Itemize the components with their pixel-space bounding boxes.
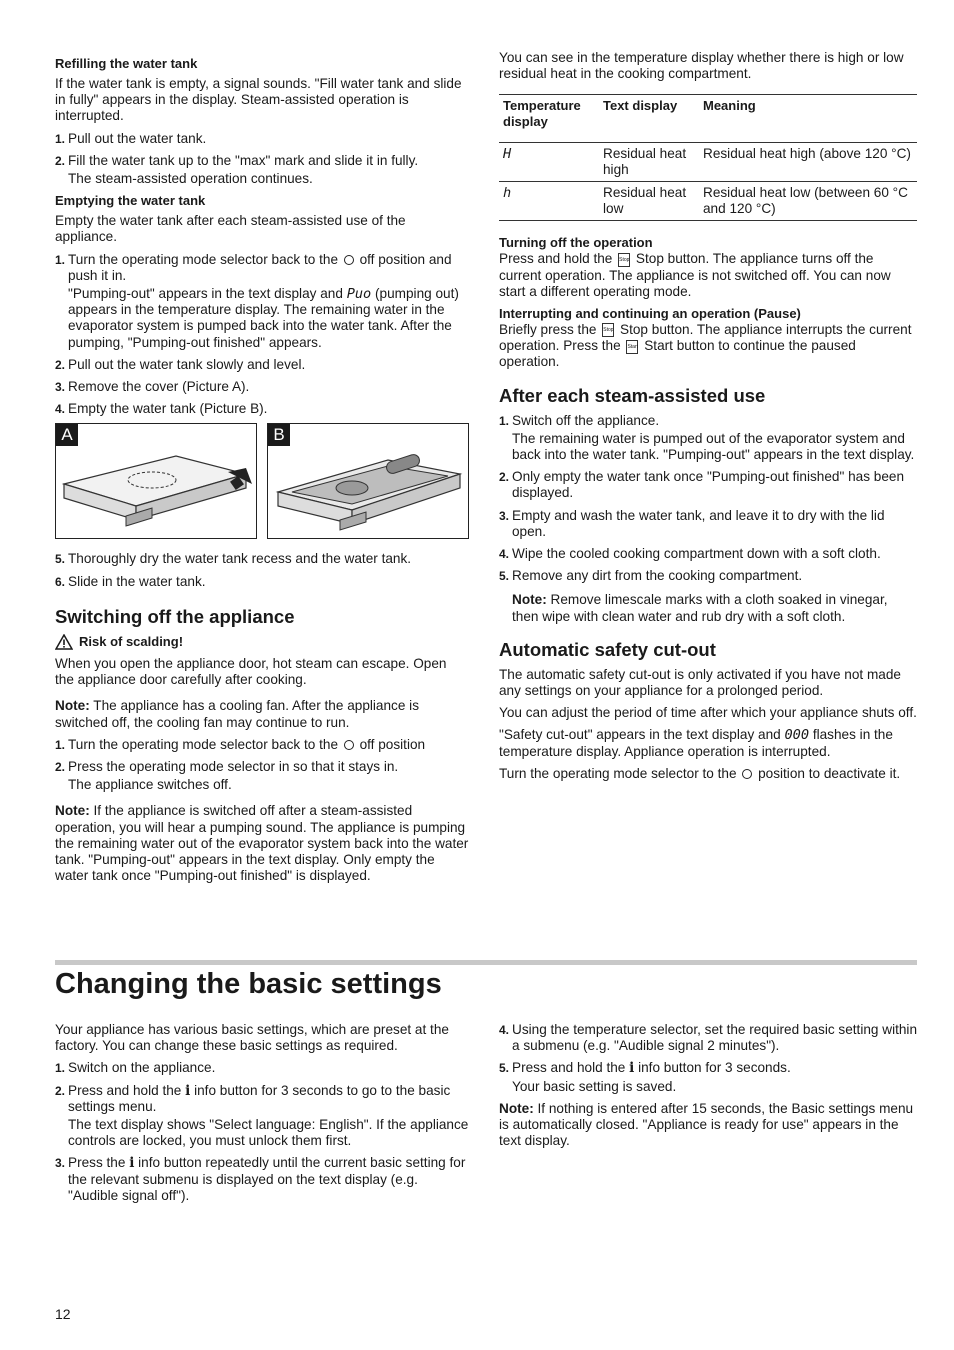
empty-steps — [55, 252, 469, 418]
list-item: 1. Switch off the appliance. The remaining water is pumped out of the evaporator system and back into the water tank. "Pumping-out" appears in the text display. — [499, 412, 915, 463]
switch-off-heading: Switching off the appliance — [55, 605, 295, 627]
list-item: 3. Press the i info button repeatedly until the current basic setting for the relevant submenu is displayed on the text display (e.g. "Audible signal off"). — [55, 1155, 466, 1203]
warning-icon — [55, 634, 73, 650]
list-item: 2. Fill the water tank up to the "max" mark and slide it in fully. The steam-assisted operation continues. — [55, 152, 419, 187]
refill-intro: If the water tank is empty, a signal sounds. "Fill water tank and slide in fully" appears in the display. Steam-assisted operation is interrupted. — [55, 76, 462, 124]
section-divider — [55, 960, 917, 965]
picture-a-label: A — [56, 424, 78, 446]
right-column — [499, 50, 917, 788]
list-item: 5. Thoroughly dry the water tank recess and the water tank. — [55, 551, 412, 567]
safety-heading: Automatic safety cut-out — [499, 638, 716, 660]
table-row: H Residual heat high Residual heat high (above 120 °C) — [499, 143, 917, 182]
temperature-display-glyph: Puo — [346, 286, 372, 303]
after-use-heading: After each steam-assisted use — [499, 384, 766, 406]
list-item: 2. Only empty the water tank once "Pumping-out finished" has been displayed. — [499, 469, 905, 501]
basic-steps — [55, 1060, 469, 1204]
off-position-icon — [344, 740, 354, 750]
switch-off-steps — [55, 737, 469, 794]
stop-key-icon: Stop — [618, 253, 630, 267]
turn-off-heading: Turning off the operation — [499, 235, 653, 251]
residual-heat-table — [499, 94, 917, 221]
note-pumping: Note: If the appliance is switched off after a steam-assisted operation, you will hear a pumping sound. The appliance is pumping the remaining water out of the evaporator system back into the water tank. "Pumping-out" appears in the text display. Only empty the water tank once "Pumping-out finished" is displayed. — [55, 803, 469, 884]
info-icon: i — [629, 1060, 635, 1077]
water-tank-cover-illustration — [56, 424, 258, 538]
off-position-icon — [344, 255, 354, 265]
list-item: 4. Wipe the cooled cooking compartment down with a soft cloth. — [499, 546, 881, 562]
start-key-icon: Start — [626, 340, 638, 354]
safety-p3: "Safety cut-out" appears in the text display and 000 flashes in the temperature display. Appliance operation is interrupted. — [499, 727, 893, 759]
list-item: 4. Using the temperature selector, set the required basic setting within a submenu (e.g. "Audible signal 2 minutes"). — [499, 1022, 918, 1054]
stop-key-icon: Stop — [602, 323, 614, 337]
warning-label: Risk of scalding! — [79, 633, 184, 649]
safety-p1: The automatic safety cut-out is only activated if you have not made any settings on your appliance for a prolonged period. — [499, 666, 901, 699]
basic-note: Note: If nothing is entered after 15 seconds, the Basic settings menu is automatically closed. "Appliance is ready for use" appears in the text display. — [499, 1100, 914, 1149]
off-position-icon — [742, 769, 752, 779]
list-item: 2. Press the operating mode selector in so that it stays in. The appliance switches off. — [55, 759, 399, 793]
safety-p2: You can adjust the period of time after which your appliance shuts off. — [499, 705, 917, 721]
warning — [55, 634, 469, 650]
list-item: 1. Turn the operating mode selector back to the off position — [55, 736, 426, 752]
after-use-steps — [499, 413, 917, 585]
list-item: 5. Remove any dirt from the cooking compartment. — [499, 568, 803, 584]
pause-heading: Interrupting and continuing an operation (Pause) — [499, 306, 801, 322]
section-title: Changing the basic settings — [55, 968, 442, 1000]
note-fan: Note: The appliance has a cooling fan. After the appliance is switched off, the cooling fan may continue to run. — [55, 698, 419, 730]
list-item: 1. Pull out the water tank. — [55, 130, 207, 146]
empty-intro: Empty the water tank after each steam-assisted use of the appliance. — [55, 213, 406, 245]
water-tank-open-illustration — [268, 424, 470, 538]
refill-heading: Refilling the water tank — [55, 56, 198, 71]
empty-steps-continued — [55, 551, 469, 589]
table-header-row: Temperature display Text display Meaning — [499, 95, 917, 143]
list-item: 2. Pull out the water tank slowly and level. — [55, 356, 306, 372]
list-item: 3. Empty and wash the water tank, and leave it to dry with the lid open. — [499, 507, 885, 539]
left-column — [55, 50, 469, 891]
list-item: 5. Press and hold the i info button for 3 seconds. Your basic setting is saved. — [499, 1060, 791, 1094]
list-item: 1. Switch on the appliance. — [55, 1060, 216, 1076]
list-item: 3. Remove the cover (Picture A). — [55, 379, 250, 395]
table-row: h Residual heat low Residual heat low (between 60 °C and 120 °C) — [499, 182, 917, 221]
picture-a — [55, 423, 257, 539]
pause-text: Briefly press the Stop Stop button. The appliance interrupts the current operation. Press the Start Start button to continue the paused operation. — [499, 322, 912, 370]
residual-intro: You can see in the temperature display whether there is high or low residual heat in the cooking compartment. — [499, 50, 904, 82]
info-icon: i — [185, 1082, 191, 1099]
figure-row — [55, 423, 469, 539]
list-item: 4. Empty the water tank (Picture B). — [55, 401, 268, 417]
basic-left-column — [55, 1022, 469, 1210]
picture-b — [267, 423, 469, 539]
page-number: 12 — [55, 1306, 71, 1322]
temperature-display-glyph: 000 — [784, 727, 810, 744]
turn-off-text: Press and hold the Stop Stop button. The appliance turns off the current operation. The appliance is not switched off. You can now start a different operating mode. — [499, 251, 891, 299]
basic-right-column — [499, 1022, 917, 1155]
list-item: 6. Slide in the water tank. — [55, 573, 206, 589]
basic-intro: Your appliance has various basic settings, which are preset at the factory. You can change these basic settings as required. — [55, 1022, 449, 1054]
list-item: 1. Turn the operating mode selector back to the off position and push it in. "Pumping-out" appears in the text display and Puo (pumping out) appears in the temperature display. The remaining water in the evaporator system is pumped back into the water tank. After the pumping, "Pumping-out finished" appears. — [55, 251, 459, 350]
list-item: 2. Press and hold the i info button for 3 seconds to go to the basic settings menu. The text display shows "Select language: English". If the appliance controls are locked, you must unlock them first. — [55, 1082, 469, 1149]
refill-steps — [55, 131, 469, 188]
empty-heading: Emptying the water tank — [55, 193, 206, 209]
warning-text: When you open the appliance door, hot steam can escape. Open the appliance door carefully after cooking. — [55, 656, 447, 688]
after-use-note: Note: Remove limescale marks with a cloth soaked in vinegar, then wipe with clean water and rub dry with a soft cloth. — [512, 592, 888, 624]
info-icon: i — [129, 1155, 135, 1172]
picture-b-label: B — [268, 424, 290, 446]
safety-p4: Turn the operating mode selector to the position to deactivate it. — [499, 765, 901, 781]
basic-steps-continued — [499, 1022, 917, 1095]
